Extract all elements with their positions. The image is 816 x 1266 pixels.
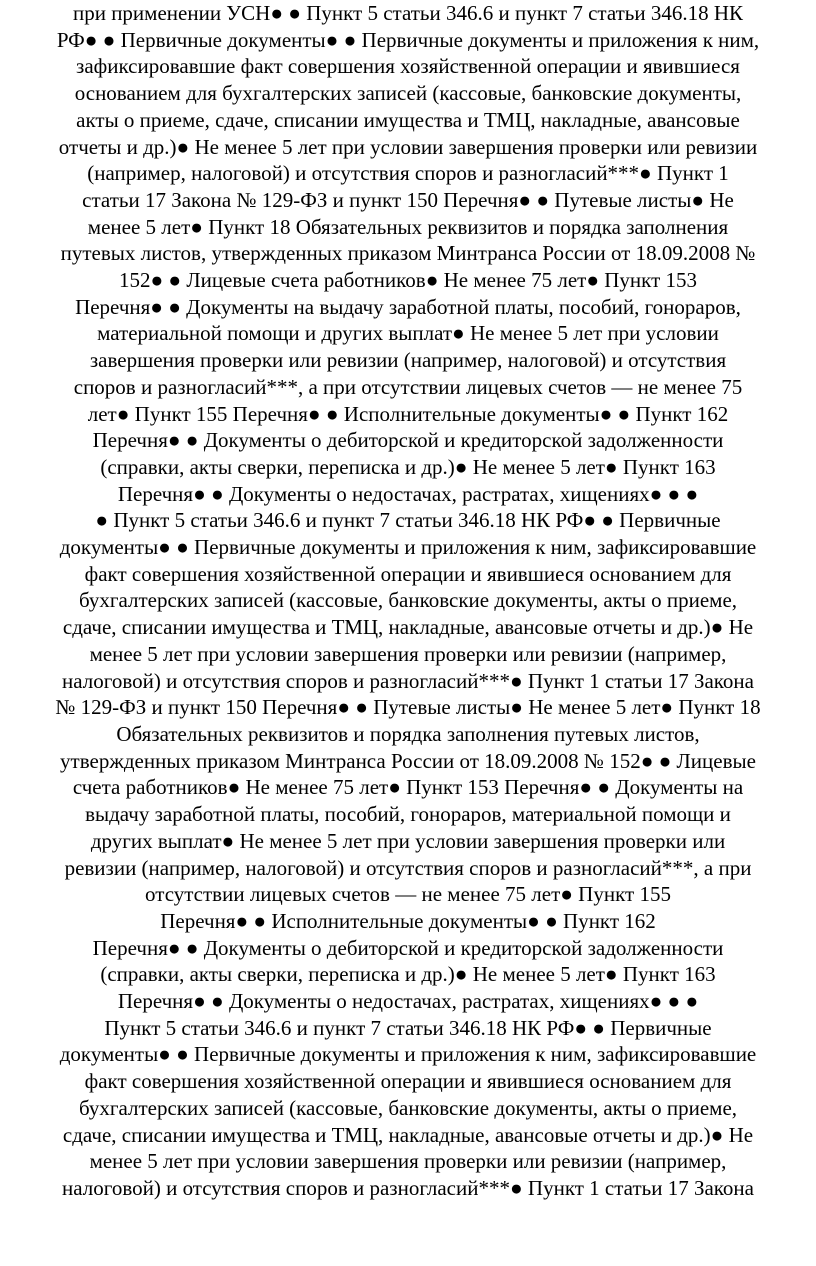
text-line: (справки, акты сверки, переписка и др.)● Не менее 5 лет● Пункт 163 [100, 962, 716, 987]
text-line: лет● Пункт 155 Перечня● ● Исполнительные документы● ● Пункт 162 [87, 401, 729, 426]
text-line: отсутствии лицевых счетов — не менее 75 лет● Пункт 155 [145, 882, 671, 907]
text-line: факт совершения хозяйственной операции и явившиеся основанием для [84, 1069, 732, 1094]
text-line: Пункт 5 статьи 346.6 и пункт 7 статьи 346.18 НК РФ● ● Первичные [104, 1015, 712, 1040]
text-line: при применении УСН● ● Пункт 5 статьи 346.6 и пункт 7 статьи 346.18 НК [72, 1, 744, 25]
text-line: выдачу заработной платы, пособий, гонораров, материальной помощи и [85, 802, 731, 827]
text-line: споров и разногласий***, а при отсутствии лицевых счетов — не менее 75 [73, 374, 743, 399]
text-line: бухгалтерских записей (кассовые, банковские документы, акты о приеме, [78, 1095, 738, 1120]
text-line: менее 5 лет при условии завершения проверки или ревизии (например, [89, 1149, 727, 1174]
text-line: Перечня● ● Документы о дебиторской и кредиторской задолженности [92, 935, 724, 960]
text-line: РФ● ● Первичные документы● ● Первичные документы и приложения к ним, [56, 27, 760, 52]
text-line: (например, налоговой) и отсутствия споров и разногласий***● Пункт 1 [87, 161, 729, 186]
text-line: материальной помощи и других выплат● Не менее 5 лет при условии [97, 321, 719, 346]
text-line: налоговой) и отсутствия споров и разногласий***● Пункт 1 статьи 17 Закона [62, 668, 754, 693]
text-line: Перечня● ● Документы на выдачу заработной платы, пособий, гонораров, [75, 294, 741, 319]
text-line: отчеты и др.)● Не менее 5 лет при условии завершения проверки или ревизии [58, 134, 758, 159]
text-line: Перечня● ● Документы о дебиторской и кредиторской задолженности [92, 428, 724, 453]
text-line: Перечня● ● Документы о недостачах, растратах, хищениях● ● ● [117, 481, 699, 506]
text-line: менее 5 лет● Пункт 18 Обязательных реквизитов и порядка заполнения [87, 214, 729, 239]
text-line: № 129-ФЗ и пункт 150 Перечня● ● Путевые листы● Не менее 5 лет● Пункт 18 [55, 695, 761, 720]
text-line: завершения проверки или ревизии (например, налоговой) и отсутствия [89, 348, 727, 373]
text-line: счета работников● Не менее 75 лет● Пункт 153 Перечня● ● Документы на [72, 775, 744, 800]
text-line: бухгалтерских записей (кассовые, банковские документы, акты о приеме, [78, 588, 738, 613]
text-line: основанием для бухгалтерских записей (кассовые, банковские документы, [74, 81, 742, 106]
text-line: Перечня● ● Документы о недостачах, растратах, хищениях● ● ● [117, 989, 699, 1014]
text-line: акты о приеме, сдаче, списании имущества и ТМЦ, накладные, авансовые [76, 107, 740, 132]
text-line: документы● ● Первичные документы и приложения к ним, зафиксировавшие [59, 1042, 757, 1067]
text-line: факт совершения хозяйственной операции и явившиеся основанием для [84, 561, 732, 586]
text-line: (справки, акты сверки, переписка и др.)● Не менее 5 лет● Пункт 163 [100, 454, 716, 479]
text-line: сдаче, списании имущества и ТМЦ, накладные, авансовые отчеты и др.)● Не [62, 1122, 754, 1147]
text-line: Обязательных реквизитов и порядка заполнения путевых листов, [116, 721, 700, 746]
text-line: документы● ● Первичные документы и приложения к ним, зафиксировавшие [59, 535, 757, 560]
text-line: налоговой) и отсутствия споров и разногласий***● Пункт 1 статьи 17 Закона [62, 1175, 754, 1200]
text-line: утвержденных приказом Минтранса России от 18.09.2008 № 152● ● Лицевые [60, 748, 756, 773]
text-line: сдаче, списании имущества и ТМЦ, накладные, авансовые отчеты и др.)● Не [62, 615, 754, 640]
text-line: менее 5 лет при условии завершения проверки или ревизии (например, [89, 641, 727, 666]
text-line: путевых листов, утвержденных приказом Минтранса России от 18.09.2008 № [60, 241, 756, 266]
text-line: ревизии (например, налоговой) и отсутствия споров и разногласий***, а при [64, 855, 752, 880]
text-line: других выплат● Не менее 5 лет при условии завершения проверки или [90, 828, 726, 853]
text-line: зафиксировавшие факт совершения хозяйственной операции и явившиеся [76, 54, 740, 79]
text-line: ● Пункт 5 статьи 346.6 и пункт 7 статьи 346.18 НК РФ● ● Первичные [95, 508, 721, 533]
text-line: статьи 17 Закона № 129-ФЗ и пункт 150 Перечня● ● Путевые листы● Не [82, 187, 734, 212]
text-line: Перечня● ● Исполнительные документы● ● Пункт 162 [160, 908, 656, 933]
document-body-text [2, 0, 814, 1202]
text-line: 152● ● Лицевые счета работников● Не менее 75 лет● Пункт 153 [118, 268, 698, 293]
